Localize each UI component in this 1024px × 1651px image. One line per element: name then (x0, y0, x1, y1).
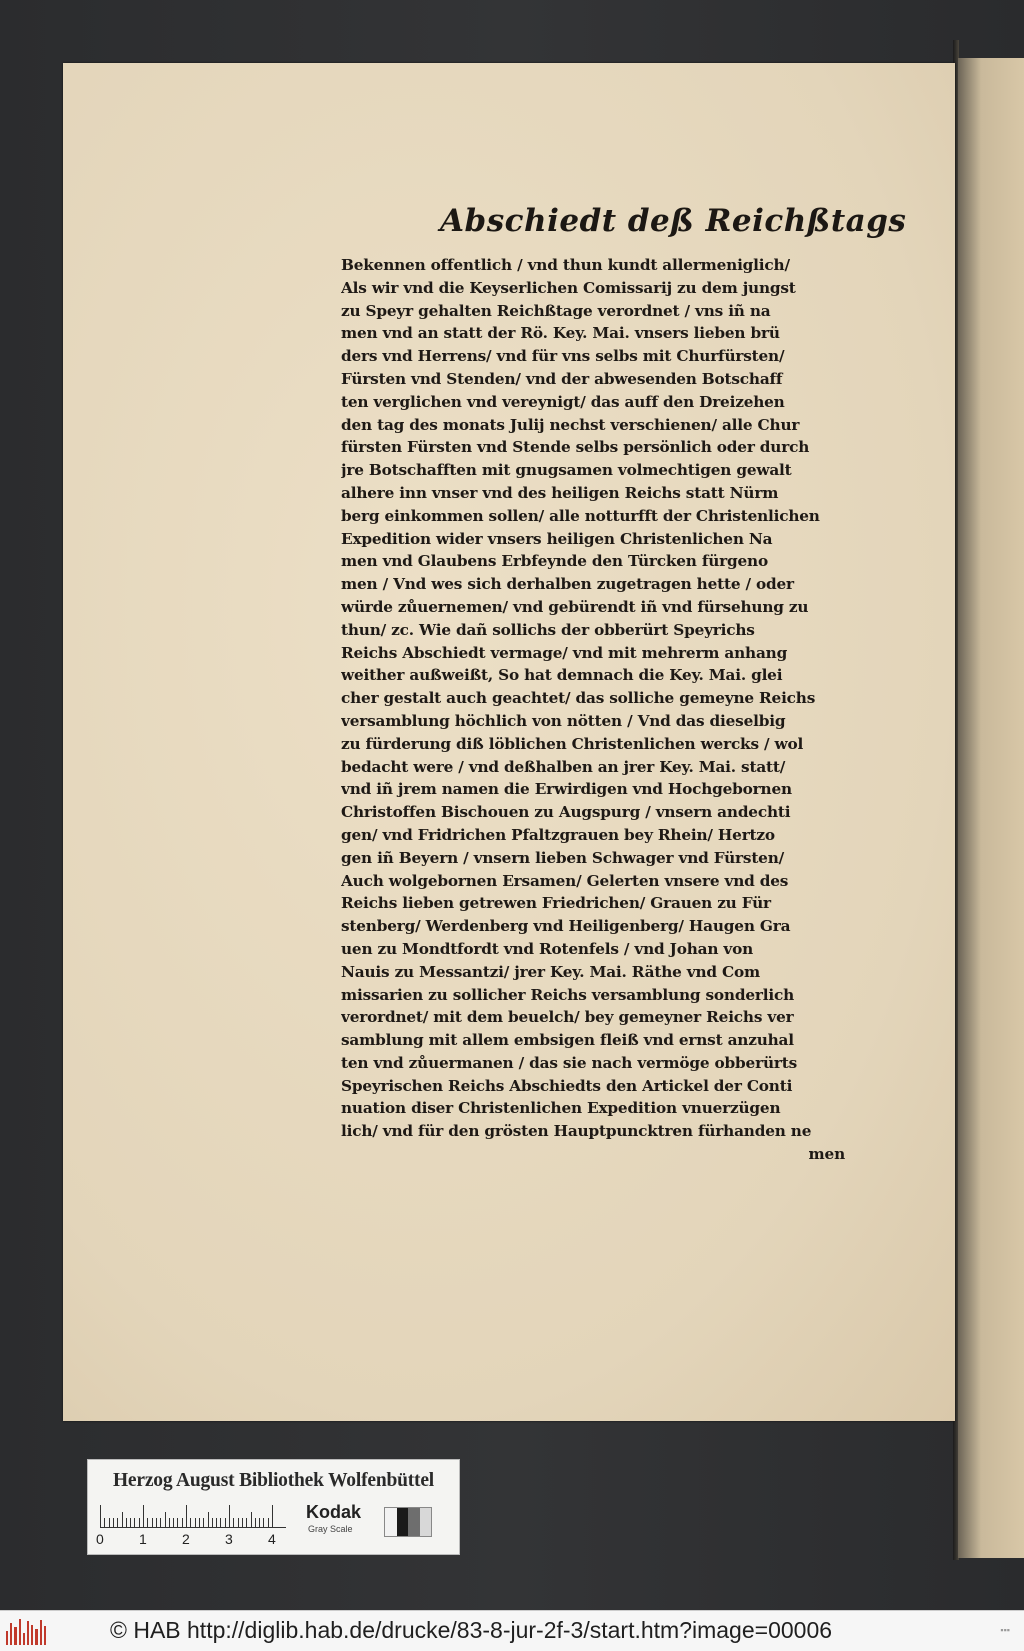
text-line: ten vnd zůuermanen / das sie nach vermöge obberürts (341, 1053, 797, 1072)
text-line: berg einkommen sollen/ alle notturfft der Christenlichen (341, 506, 820, 525)
text-line: vnd iñ jrem namen die Erwirdigen vnd Hochgebornen (341, 780, 792, 799)
ruler-tick (165, 1512, 166, 1527)
text-line: Reichs Abschiedt vermage/ vnd mit mehrerm anhang (341, 643, 788, 662)
ruler-tick (186, 1505, 187, 1527)
ruler-tick (182, 1518, 183, 1527)
ruler-tick (212, 1518, 213, 1527)
ruler-tick (156, 1518, 157, 1527)
footer-indicator: ▪▪▪ (1000, 1625, 1010, 1635)
ruler-tick (246, 1518, 247, 1527)
ruler-tick (160, 1518, 161, 1527)
ruler-tick (251, 1512, 252, 1527)
ruler-tick (195, 1518, 196, 1527)
hab-logo-icon (6, 1619, 46, 1645)
ruler-tick (147, 1518, 148, 1527)
ruler-tick (190, 1518, 191, 1527)
ruler-tick (229, 1505, 230, 1527)
ruler-number: 4 (268, 1531, 276, 1547)
text-line: ten verglichen vnd vereynigt/ das auff den Dreizehen (341, 392, 785, 411)
logo-bar (6, 1631, 8, 1645)
body-text (341, 254, 853, 1166)
ruler-tick (268, 1518, 269, 1527)
ruler-tick (216, 1518, 217, 1527)
text-line: versamblung höchlich von nötten / Vnd das dieselbig (341, 711, 786, 730)
ruler-tick (122, 1512, 123, 1527)
ruler-tick (272, 1505, 273, 1527)
logo-bar (23, 1633, 25, 1645)
ruler-tick (220, 1518, 221, 1527)
text-line: Reichs lieben getrewen Friedrichen/ Grauen zu Für (341, 894, 771, 913)
ruler-tick (139, 1518, 140, 1527)
ruler-tick (126, 1518, 127, 1527)
text-line: Nauis zu Messantzi/ jrer Key. Mai. Räthe vnd Com (341, 962, 761, 981)
text-line: missarien zu sollicher Reichs versamblung sonderlich (341, 985, 794, 1004)
logo-bar (40, 1620, 42, 1645)
text-line: lich/ vnd für den grösten Hauptpuncktren fürhanden ne (341, 1122, 812, 1141)
logo-bar (44, 1626, 46, 1645)
ruler-tick (143, 1505, 144, 1527)
ruler-tick (238, 1518, 239, 1527)
swatch-white (385, 1508, 397, 1536)
text-line: gen/ vnd Fridrichen Pfaltzgrauen bey Rhein/ Hertzo (341, 825, 775, 844)
text-line: ders vnd Herrens/ vnd für vns selbs mit Churfürsten/ (341, 347, 785, 366)
text-line: uen zu Mondtfordt vnd Rotenfels / vnd Johan von (341, 939, 753, 958)
text-line: würde zůuernemen/ vnd gebürendt iñ vnd fürsehung zu (341, 597, 809, 616)
text-line: nuation diser Christenlichen Expedition vnuerzügen (341, 1099, 781, 1118)
swatch-black (397, 1508, 409, 1536)
text-line: cher gestalt auch geachtet/ das solliche gemeyne Reichs (341, 689, 816, 708)
logo-bar (35, 1629, 37, 1645)
gray-scale-label: Gray Scale (308, 1524, 353, 1534)
library-name: Herzog August Bibliothek Wolfenbüttel (112, 1470, 435, 1491)
swatch-gray (408, 1508, 420, 1536)
text-line: weither außweißt, So hat demnach die Key. Mai. glei (341, 666, 783, 685)
text-line: fürsten Fürsten vnd Stende selbs persönlich oder durch (341, 438, 810, 457)
ruler-tick (242, 1518, 243, 1527)
text-line: men / Vnd wes sich derhalben zugetragen hette / oder (341, 575, 794, 594)
logo-bar (27, 1621, 29, 1645)
ruler-tick (255, 1518, 256, 1527)
text-line: Als wir vnd die Keyserlichen Comissarij zu dem jungst (341, 278, 796, 297)
text-line: bedacht were / vnd deßhalben an jrer Key. Mai. statt/ (341, 757, 786, 776)
ruler-number: 1 (139, 1531, 147, 1547)
text-line: Bekennen offentlich / vnd thun kundt allermeniglich/ (341, 256, 790, 274)
ruler-tick (177, 1518, 178, 1527)
text-line: thun/ zc. Wie dañ sollichs der obberürt Speyrichs (341, 620, 755, 639)
text-line: jre Botschafften mit gnugsamen volmechtigen gewalt (341, 461, 792, 480)
ruler-number: 2 (182, 1531, 190, 1547)
ruler-tick (117, 1518, 118, 1527)
text-line: Auch wolgebornen Ersamen/ Gelerten vnsere vnd des (341, 871, 789, 890)
library-label-card (87, 1459, 460, 1555)
ruler-tick (152, 1518, 153, 1527)
logo-bar (10, 1623, 12, 1645)
text-line: verordnet/ mit dem beuelch/ bey gemeyner Reichs ver (341, 1008, 794, 1027)
swatch-light (420, 1508, 432, 1536)
text-line: zu fürderung diß löblichen Christenlichen wercks / wol (341, 734, 804, 753)
text-line: samblung mit allem embsigen fleiß vnd ernst anzuhal (341, 1031, 794, 1050)
catchword: men (808, 1145, 845, 1164)
ruler-tick (104, 1518, 105, 1527)
text-line: stenberg/ Werdenberg vnd Heiligenberg/ Haugen Gra (341, 917, 791, 936)
ruler-tick (169, 1518, 170, 1527)
kodak-brand: Kodak (306, 1502, 362, 1522)
ruler-tick (199, 1518, 200, 1527)
text-line: men vnd an statt der Rö. Key. Mai. vnsers lieben brü (341, 324, 780, 343)
ruler-tick (113, 1518, 114, 1527)
text-line: Speyrischen Reichs Abschiedts den Artickel der Conti (341, 1076, 793, 1095)
page-heading: Abschiedt deß Reichßtags (440, 203, 907, 239)
logo-bar (19, 1619, 21, 1645)
text-line: Expedition wider vnsers heiligen Christenlichen Na (341, 529, 773, 548)
ruler-tick (134, 1518, 135, 1527)
ruler-tick (100, 1505, 101, 1527)
text-line: zu Speyr gehalten Reichßtage verordnet / vns iñ na (341, 301, 771, 320)
adjacent-page-edge (958, 58, 1024, 1558)
ruler-tick (225, 1518, 226, 1527)
footer-copyright-link[interactable]: © HAB http://diglib.hab.de/drucke/83-8-jur-2f-3/start.htm?image=00006 (110, 1617, 833, 1643)
ruler-tick (173, 1518, 174, 1527)
measurement-ruler (100, 1503, 286, 1528)
ruler-tick (109, 1518, 110, 1527)
text-line: Fürsten vnd Stenden/ vnd der abwesenden Botschaff (341, 369, 783, 388)
ruler-tick (203, 1518, 204, 1527)
ruler-tick (263, 1518, 264, 1527)
ruler-tick (233, 1518, 234, 1527)
ruler-tick (259, 1518, 260, 1527)
text-line: gen iñ Beyern / vnsern lieben Schwager vnd Fürsten/ (341, 848, 785, 867)
text-line: alhere inn vnser vnd des heiligen Reichs statt Nürm (341, 483, 779, 502)
text-line: Christoffen Bischouen zu Augspurg / vnsern andechti (341, 803, 791, 822)
gray-scale-swatches (384, 1507, 432, 1537)
logo-bar (31, 1625, 33, 1645)
ruler-number: 0 (96, 1531, 104, 1547)
text-line: den tag des monats Julij nechst verschienen/ alle Chur (341, 415, 800, 434)
ruler-tick (208, 1512, 209, 1527)
logo-bar (14, 1627, 16, 1645)
text-line: men vnd Glaubens Erbfeynde den Türcken fürgeno (341, 552, 768, 571)
footer-bar (0, 1610, 1024, 1651)
ruler-number: 3 (225, 1531, 233, 1547)
ruler-tick (130, 1518, 131, 1527)
